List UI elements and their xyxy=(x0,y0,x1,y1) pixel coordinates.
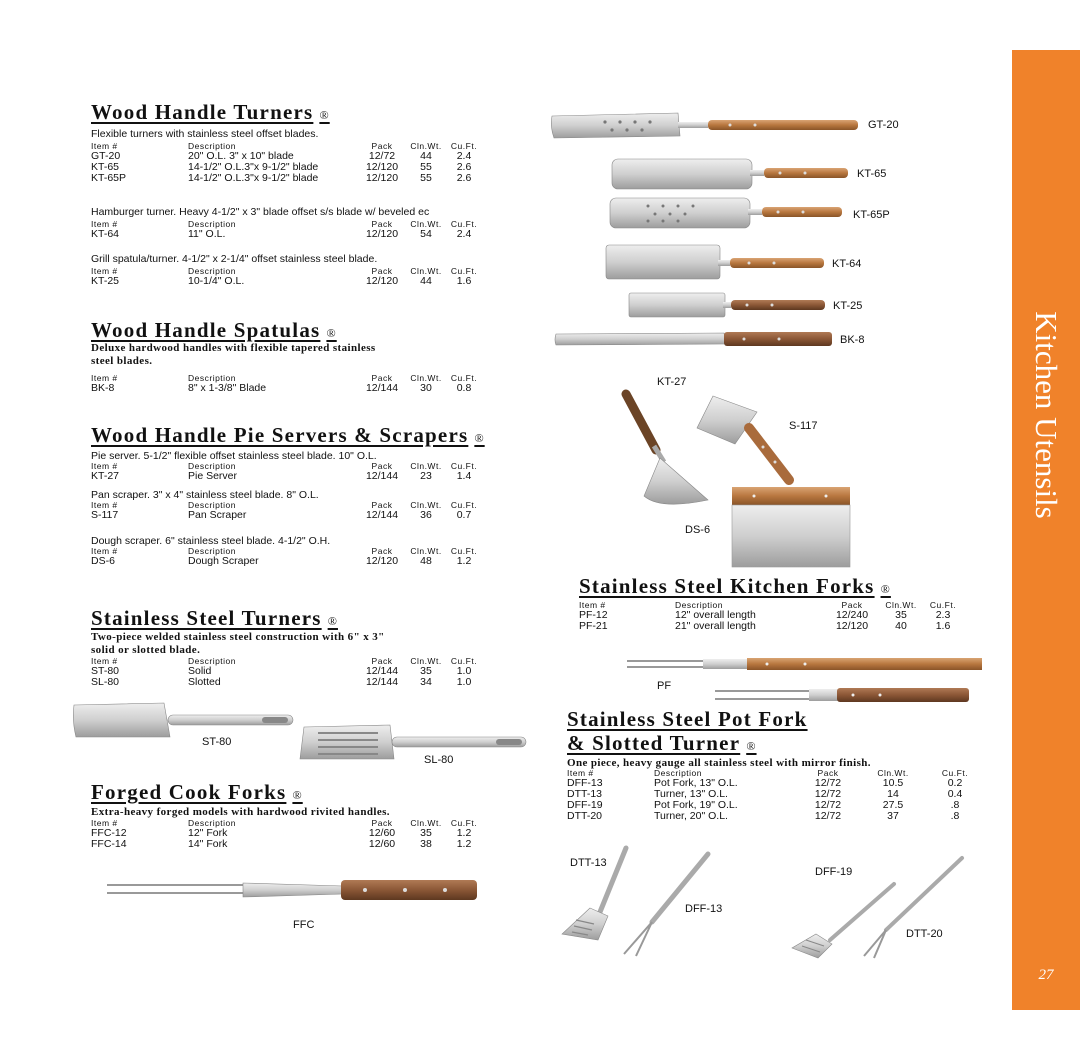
table-row xyxy=(567,778,981,789)
kt64-turner-image xyxy=(604,243,826,283)
col-item: Item # xyxy=(91,500,118,510)
cell-description: Pot Fork, 19" O.L. xyxy=(654,799,738,811)
col-item: Item # xyxy=(91,373,118,383)
cell-cu-ft: .8 xyxy=(950,799,960,811)
cell-cu-ft: 1.4 xyxy=(456,470,472,482)
cell-pack: 12/144 xyxy=(365,509,399,521)
col-cln-wt: Cln.Wt. xyxy=(410,219,442,229)
cell-item: DFF-13 xyxy=(567,777,603,789)
cell-description: 14-1/2" O.L.3"x 9-1/2" blade xyxy=(188,161,319,173)
col-cln-wt: Cln.Wt. xyxy=(410,373,442,383)
cell-cu-ft: .8 xyxy=(950,810,960,822)
gt20-turner-image xyxy=(550,110,860,142)
wood-turners-table1 xyxy=(91,142,482,184)
cell-pack: 12/72 xyxy=(368,150,396,162)
cell-cu-ft: 1.6 xyxy=(935,620,951,632)
col-pack: Pack xyxy=(371,266,393,276)
s117-scraper-image xyxy=(695,392,795,487)
cell-item: KT-27 xyxy=(91,470,120,482)
cell-cln-wt: 35 xyxy=(895,609,907,621)
col-description: Description xyxy=(188,818,237,828)
col-cu-ft: Cu.Ft. xyxy=(450,546,478,556)
cell-item: FFC-14 xyxy=(91,838,127,850)
table-row xyxy=(91,839,482,850)
section-title-text: Stainless Steel Turners xyxy=(91,606,322,630)
trademark-mark: ® xyxy=(474,431,485,445)
cell-pack: 12/144 xyxy=(365,470,399,482)
ds6-label: DS-6 xyxy=(685,524,711,536)
col-pack: Pack xyxy=(371,219,393,229)
ffc-fork-image xyxy=(105,876,480,906)
col-cu-ft: Cu.Ft. xyxy=(929,600,957,610)
cell-description: Pan Scraper xyxy=(188,509,247,521)
dff19-label: DFF-19 xyxy=(815,866,853,878)
cell-item: SL-80 xyxy=(91,676,120,688)
cell-description: 8" x 1-3/8" Blade xyxy=(188,382,267,394)
col-cln-wt: Cln.Wt. xyxy=(410,500,442,510)
gt20-label: GT-20 xyxy=(868,119,899,131)
kt65p-label: KT-65P xyxy=(853,209,890,221)
col-cln-wt: Cln.Wt. xyxy=(885,600,917,610)
cell-description: Slotted xyxy=(188,676,221,688)
cell-item: PF-12 xyxy=(579,609,608,621)
cell-cln-wt: 55 xyxy=(420,172,432,184)
cell-cln-wt: 10.5 xyxy=(882,777,904,789)
col-cln-wt: Cln.Wt. xyxy=(877,768,909,778)
col-description: Description xyxy=(188,656,237,666)
cell-cu-ft: 0.8 xyxy=(456,382,472,394)
pie-servers-table3 xyxy=(91,547,482,567)
col-description: Description xyxy=(188,219,237,229)
sidebar-title: Kitchen Utensils xyxy=(1029,311,1064,519)
wood-turners-table2 xyxy=(91,220,482,240)
cell-cln-wt: 37 xyxy=(887,810,899,822)
wood-spatulas-desc-line2: steel blades. xyxy=(91,355,153,367)
cell-pack: 12/120 xyxy=(365,275,399,287)
section-title-text: Wood Handle Pie Servers & Scrapers xyxy=(91,423,469,447)
col-cln-wt: Cln.Wt. xyxy=(410,461,442,471)
kt27-label: KT-27 xyxy=(657,376,687,388)
col-pack: Pack xyxy=(371,500,393,510)
col-item: Item # xyxy=(91,546,118,556)
cell-cln-wt: 34 xyxy=(420,676,432,688)
kt25-label: KT-25 xyxy=(833,300,863,312)
col-item: Item # xyxy=(91,141,118,151)
cell-item: KT-25 xyxy=(91,275,120,287)
cell-pack: 12/72 xyxy=(814,788,842,800)
cell-pack: 12/144 xyxy=(365,676,399,688)
pf-label: PF xyxy=(657,680,672,692)
col-item: Item # xyxy=(567,768,594,778)
cell-cln-wt: 30 xyxy=(420,382,432,394)
wood-spatulas-desc-line1: Deluxe hardwood handles with flexible tapered stainless xyxy=(91,342,376,354)
cell-cu-ft: 0.2 xyxy=(947,777,963,789)
cell-item: DTT-13 xyxy=(567,788,603,800)
col-cu-ft: Cu.Ft. xyxy=(450,461,478,471)
cell-cln-wt: 44 xyxy=(420,275,432,287)
section-title-text: Forged Cook Forks xyxy=(91,780,287,804)
pot-fork-title-line1: Stainless Steel Pot Fork xyxy=(567,707,808,731)
col-cu-ft: Cu.Ft. xyxy=(450,500,478,510)
bk8-spatula-image xyxy=(554,330,834,350)
kt65p-turner-image xyxy=(608,196,844,230)
cell-pack: 12/120 xyxy=(365,555,399,567)
table-row xyxy=(91,471,482,482)
st80-turner-image xyxy=(72,701,302,741)
cell-pack: 12/60 xyxy=(368,827,396,839)
cell-description: Pie Server xyxy=(188,470,238,482)
col-cu-ft: Cu.Ft. xyxy=(450,141,478,151)
page-number: 27 xyxy=(1038,967,1054,983)
col-pack: Pack xyxy=(371,818,393,828)
pot-fork-title-line2 xyxy=(567,731,757,756)
cell-description: 11" O.L. xyxy=(188,228,226,240)
col-pack: Pack xyxy=(371,656,393,666)
pie-servers-table1 xyxy=(91,462,482,482)
cell-cln-wt: 14 xyxy=(887,788,899,800)
cell-cln-wt: 44 xyxy=(420,150,432,162)
cell-description: 21" overall length xyxy=(675,620,756,632)
section-title-text: Wood Handle Turners xyxy=(91,100,314,124)
sl80-turner-image xyxy=(298,723,533,763)
cell-cln-wt: 36 xyxy=(420,509,432,521)
cell-cu-ft: 1.2 xyxy=(456,838,472,850)
cell-cu-ft: 2.6 xyxy=(456,172,472,184)
col-cu-ft: Cu.Ft. xyxy=(941,768,969,778)
cell-description: Turner, 20" O.L. xyxy=(654,810,728,822)
kt65-label: KT-65 xyxy=(857,168,887,180)
cell-cu-ft: 0.7 xyxy=(456,509,472,521)
kt65-turner-image xyxy=(610,157,850,191)
cell-item: DTT-20 xyxy=(567,810,603,822)
trademark-mark: ® xyxy=(880,582,891,596)
dff19-dtt20-image xyxy=(770,852,970,962)
col-description: Description xyxy=(188,141,237,151)
col-description: Description xyxy=(188,500,237,510)
cell-cu-ft: 0.4 xyxy=(947,788,963,800)
col-description: Description xyxy=(188,373,237,383)
wood-spatulas-table xyxy=(91,374,482,394)
col-item: Item # xyxy=(91,266,118,276)
col-cu-ft: Cu.Ft. xyxy=(450,266,478,276)
table-row xyxy=(91,276,482,287)
col-cln-wt: Cln.Wt. xyxy=(410,546,442,556)
cell-cln-wt: 54 xyxy=(420,228,432,240)
cell-item: DS-6 xyxy=(91,555,115,567)
cell-pack: 12/144 xyxy=(365,382,399,394)
pot-fork-desc: One piece, heavy gauge all stainless steel with mirror finish. xyxy=(567,757,871,769)
col-pack: Pack xyxy=(371,546,393,556)
table-row xyxy=(567,789,981,800)
trademark-mark: ® xyxy=(327,614,338,628)
cell-cu-ft: 1.2 xyxy=(456,827,472,839)
cell-cu-ft: 1.2 xyxy=(456,555,472,567)
cell-cln-wt: 27.5 xyxy=(882,799,904,811)
cell-item: DFF-19 xyxy=(567,799,603,811)
table-row xyxy=(91,677,482,688)
forged-forks-title xyxy=(91,780,303,805)
cell-cln-wt: 23 xyxy=(420,470,432,482)
col-item: Item # xyxy=(91,818,118,828)
cell-item: KT-65P xyxy=(91,172,127,184)
pie-servers-desc3: Dough scraper. 6" stainless steel blade. 4-1/2" O.H. xyxy=(91,535,331,547)
col-item: Item # xyxy=(579,600,606,610)
cell-pack: 12/120 xyxy=(365,228,399,240)
cell-pack: 12/60 xyxy=(368,838,396,850)
wood-spatulas-title xyxy=(91,318,337,343)
trademark-mark: ® xyxy=(292,788,303,802)
cell-pack: 12/120 xyxy=(365,172,399,184)
ss-turners-table xyxy=(91,657,482,688)
cell-item: KT-65 xyxy=(91,161,120,173)
cell-cu-ft: 2.3 xyxy=(935,609,951,621)
cell-description: 20" O.L. 3" x 10" blade xyxy=(188,150,294,162)
cell-cu-ft: 2.4 xyxy=(456,150,472,162)
col-cu-ft: Cu.Ft. xyxy=(450,373,478,383)
table-row xyxy=(91,383,482,394)
cell-pack: 12/240 xyxy=(835,609,869,621)
cell-description: Turner, 13" O.L. xyxy=(654,788,728,800)
ss-turners-title xyxy=(91,606,338,631)
kt25-turner-image xyxy=(627,291,827,319)
cell-description: 14-1/2" O.L.3"x 9-1/2" blade xyxy=(188,172,319,184)
cell-item: BK-8 xyxy=(91,382,115,394)
trademark-mark: ® xyxy=(326,326,337,340)
col-description: Description xyxy=(654,768,703,778)
st80-label: ST-80 xyxy=(202,736,232,748)
trademark-mark: ® xyxy=(319,108,330,122)
dtt20-label: DTT-20 xyxy=(906,928,943,940)
col-description: Description xyxy=(675,600,724,610)
cell-cln-wt: 38 xyxy=(420,838,432,850)
cell-pack: 12/120 xyxy=(835,620,869,632)
bk8-label: BK-8 xyxy=(840,334,865,346)
wood-turners-desc2: Hamburger turner. Heavy 4-1/2" x 3" blade offset s/s blade w/ beveled ec xyxy=(91,206,430,218)
cell-pack: 12/120 xyxy=(365,161,399,173)
kt64-label: KT-64 xyxy=(832,258,862,270)
cell-item: KT-64 xyxy=(91,228,120,240)
col-cu-ft: Cu.Ft. xyxy=(450,818,478,828)
col-description: Description xyxy=(188,461,237,471)
cell-cln-wt: 55 xyxy=(420,161,432,173)
col-cln-wt: Cln.Wt. xyxy=(410,656,442,666)
cell-description: 14" Fork xyxy=(188,838,228,850)
table-row xyxy=(91,510,482,521)
ss-turners-desc-line2: solid or slotted blade. xyxy=(91,644,201,656)
ffc-label: FFC xyxy=(293,919,315,931)
col-cln-wt: Cln.Wt. xyxy=(410,141,442,151)
wood-turners-table3 xyxy=(91,267,482,287)
kitchen-forks-table xyxy=(579,601,961,632)
table-row xyxy=(579,621,961,632)
cell-cln-wt: 35 xyxy=(420,827,432,839)
pf-fork-image xyxy=(625,653,985,709)
col-cln-wt: Cln.Wt. xyxy=(410,266,442,276)
trademark-mark: ® xyxy=(746,739,757,753)
pie-servers-table2 xyxy=(91,501,482,521)
cell-description: Solid xyxy=(188,665,212,677)
table-row xyxy=(567,800,981,811)
wood-turners-title xyxy=(91,100,330,125)
cell-cu-ft: 2.4 xyxy=(456,228,472,240)
cell-cu-ft: 1.0 xyxy=(456,665,472,677)
cell-description: 10-1/4" O.L. xyxy=(188,275,245,287)
cell-description: Pot Fork, 13" O.L. xyxy=(654,777,738,789)
sl80-label: SL-80 xyxy=(424,754,454,766)
section-title-text: & Slotted Turner xyxy=(567,731,741,755)
col-description: Description xyxy=(188,546,237,556)
col-item: Item # xyxy=(91,461,118,471)
cell-description: 12" Fork xyxy=(188,827,228,839)
dtt13-label: DTT-13 xyxy=(570,857,607,869)
forged-forks-desc: Extra-heavy forged models with hardwood rivited handles. xyxy=(91,806,390,818)
cell-pack: 12/72 xyxy=(814,810,842,822)
wood-turners-desc3: Grill spatula/turner. 4-1/2" x 2-1/4" offset stainless steel blade. xyxy=(91,253,378,265)
cell-pack: 12/72 xyxy=(814,777,842,789)
dtt13-dff13-image xyxy=(560,842,730,962)
section-title-text: Stainless Steel Kitchen Forks xyxy=(579,574,875,598)
cell-item: PF-21 xyxy=(579,620,608,632)
table-header xyxy=(567,769,981,778)
sidebar-tab xyxy=(1012,50,1080,1010)
cell-cln-wt: 48 xyxy=(420,555,432,567)
col-cln-wt: Cln.Wt. xyxy=(410,818,442,828)
cell-pack: 12/144 xyxy=(365,665,399,677)
cell-description: Dough Scraper xyxy=(188,555,259,567)
cell-description: 12" overall length xyxy=(675,609,756,621)
cell-item: ST-80 xyxy=(91,665,120,677)
pie-servers-desc1: Pie server. 5-1/2" flexible offset stainless steel blade. 10" O.L. xyxy=(91,450,377,462)
col-pack: Pack xyxy=(371,141,393,151)
pie-servers-desc2: Pan scraper. 3" x 4" stainless steel blade. 8" O.L. xyxy=(91,489,319,501)
col-pack: Pack xyxy=(371,461,393,471)
col-pack: Pack xyxy=(841,600,863,610)
col-pack: Pack xyxy=(371,373,393,383)
col-item: Item # xyxy=(91,219,118,229)
col-item: Item # xyxy=(91,656,118,666)
col-description: Description xyxy=(188,266,237,276)
cell-item: GT-20 xyxy=(91,150,121,162)
wood-turners-desc1: Flexible turners with stainless steel offset blades. xyxy=(91,128,319,140)
pot-fork-table xyxy=(567,769,981,822)
table-row xyxy=(91,556,482,567)
table-row xyxy=(91,173,482,184)
cell-pack: 12/72 xyxy=(814,799,842,811)
table-row xyxy=(567,811,981,822)
forged-forks-table xyxy=(91,819,482,850)
cell-cu-ft: 1.6 xyxy=(456,275,472,287)
s117-label: S-117 xyxy=(789,420,818,432)
cell-cu-ft: 2.6 xyxy=(456,161,472,173)
cell-item: FFC-12 xyxy=(91,827,127,839)
ss-turners-desc-line1: Two-piece welded stainless steel construction with 6" x 3" xyxy=(91,631,385,643)
col-pack: Pack xyxy=(817,768,839,778)
col-cu-ft: Cu.Ft. xyxy=(450,219,478,229)
cell-cln-wt: 35 xyxy=(420,665,432,677)
cell-item: S-117 xyxy=(91,509,119,521)
ds6-scraper-image xyxy=(730,485,852,571)
col-cu-ft: Cu.Ft. xyxy=(450,656,478,666)
pie-servers-title xyxy=(91,423,485,448)
kitchen-forks-title xyxy=(579,574,891,599)
table-row xyxy=(91,229,482,240)
cell-cln-wt: 40 xyxy=(895,620,907,632)
section-title-text: Wood Handle Spatulas xyxy=(91,318,321,342)
dff13-label: DFF-13 xyxy=(685,903,723,915)
cell-cu-ft: 1.0 xyxy=(456,676,472,688)
